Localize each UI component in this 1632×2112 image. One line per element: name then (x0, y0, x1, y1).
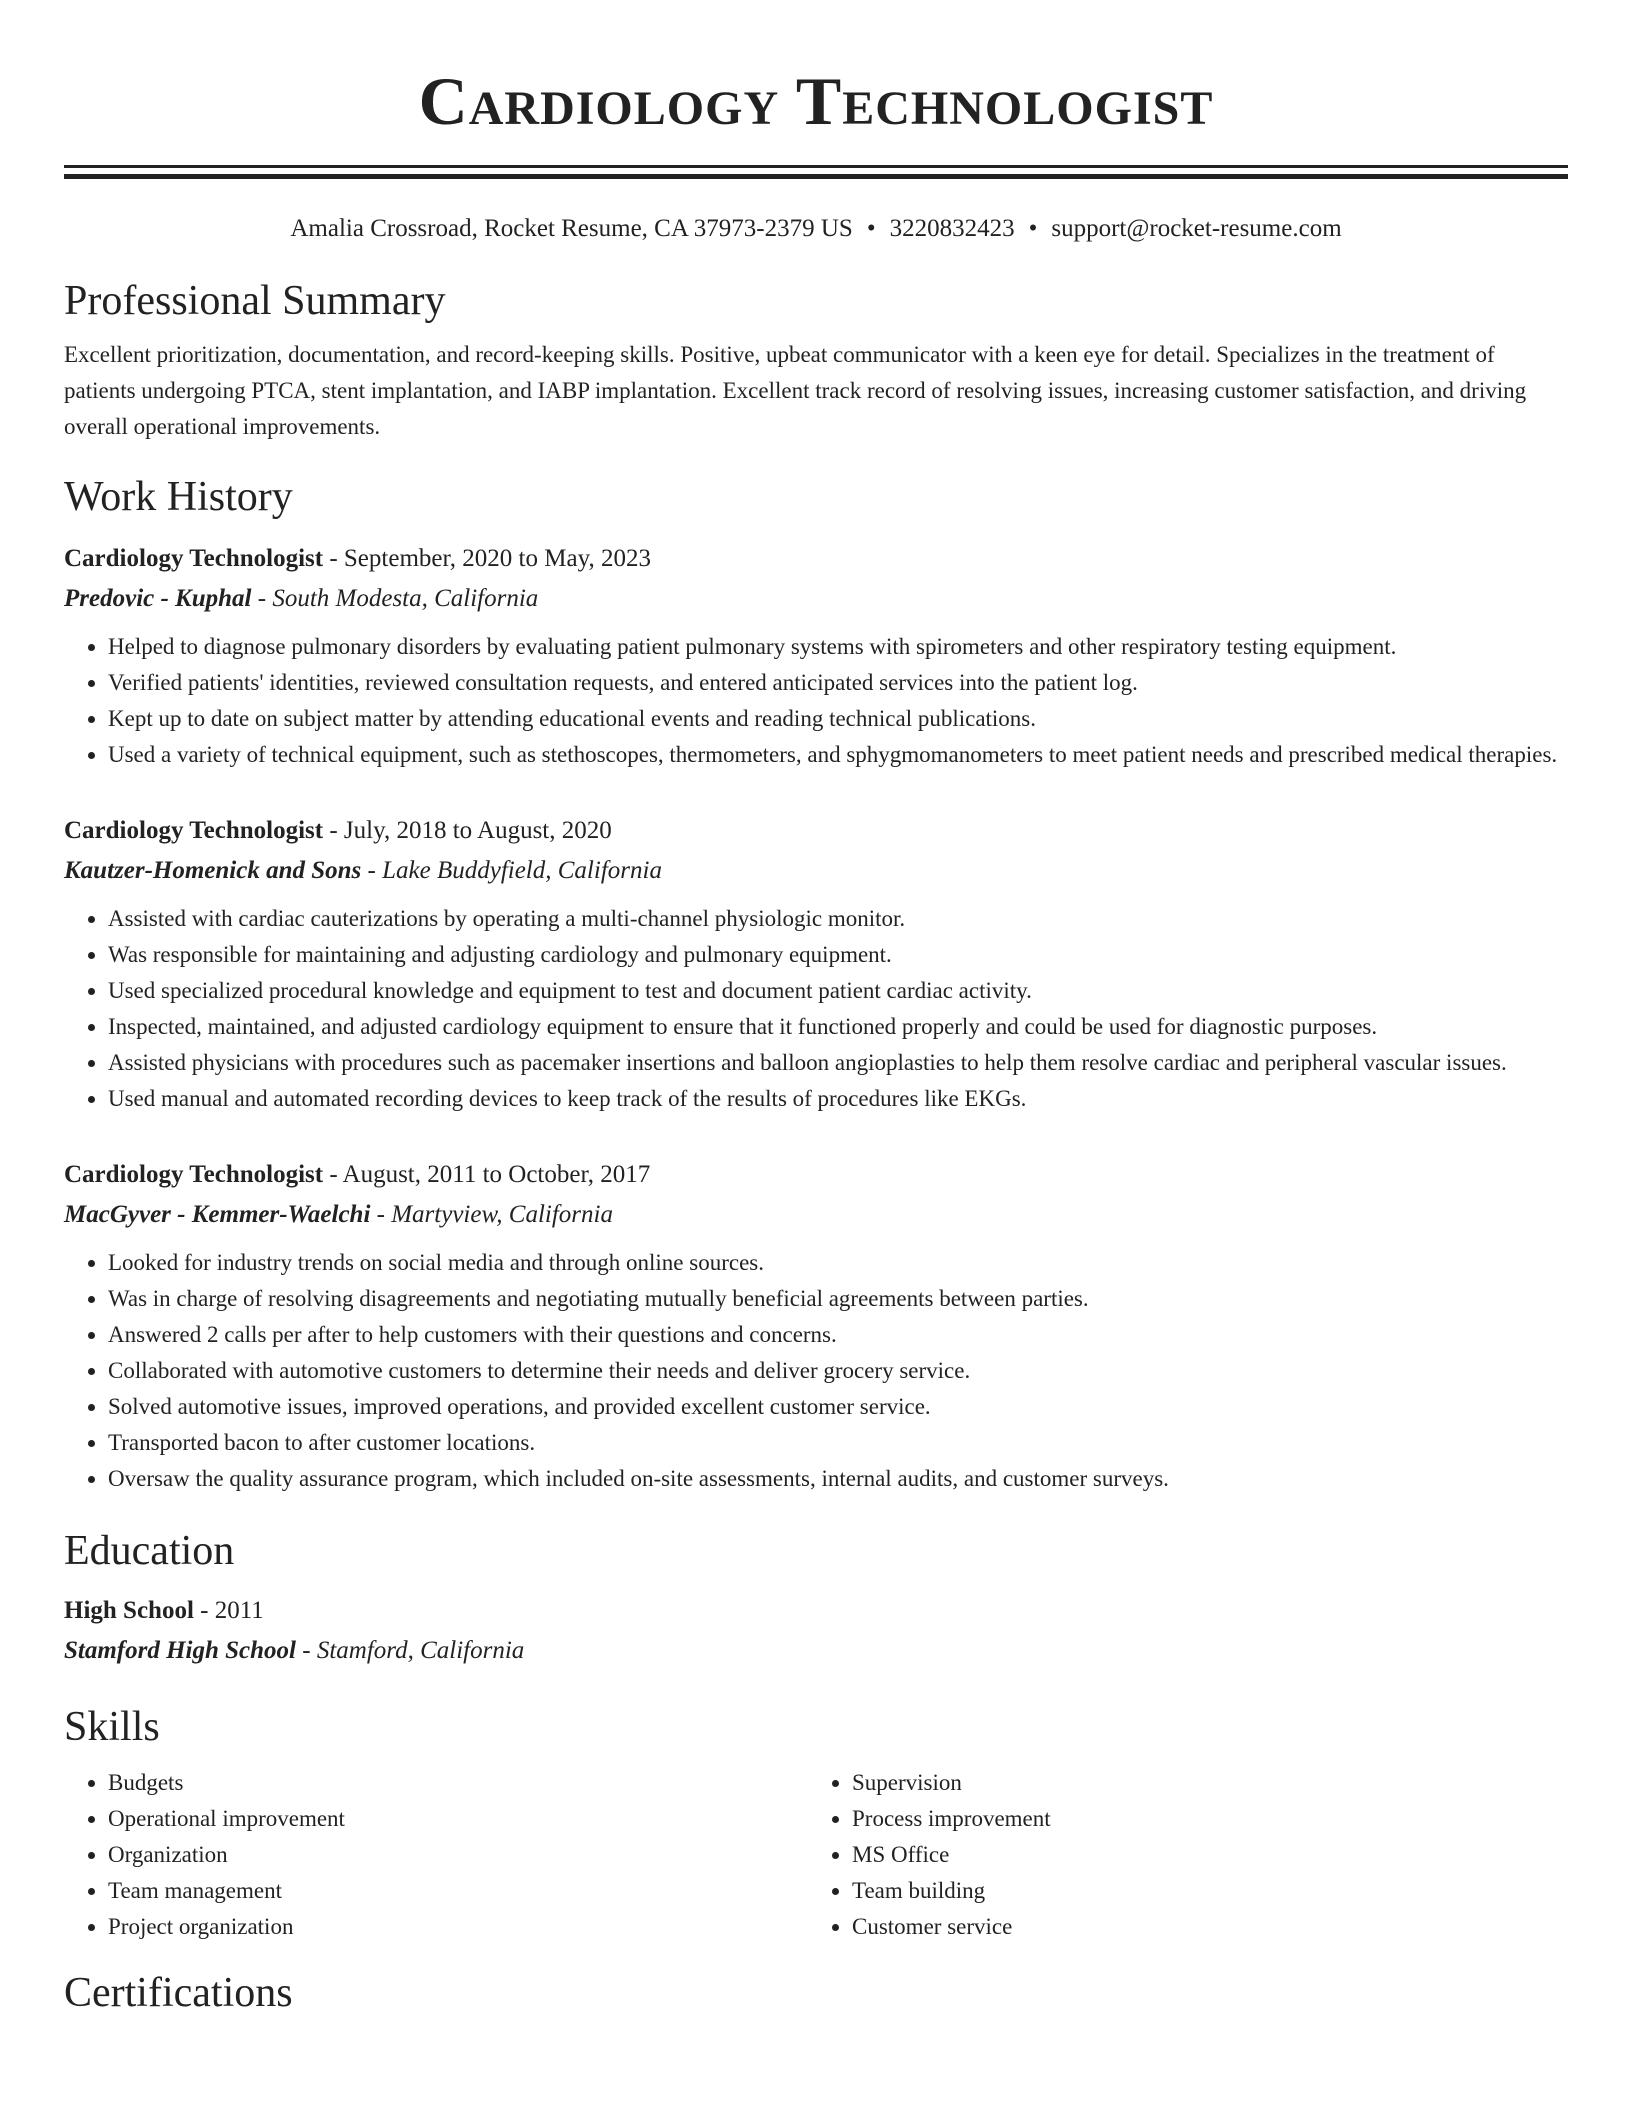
job-dates: - August, 2011 to October, 2017 (323, 1161, 651, 1188)
job-company-line (64, 851, 1568, 891)
list-item: • Used manual and automated recording devices to keep track of the results of procedures like EKGs. (108, 1081, 1568, 1117)
skill-item: • MS Office (852, 1837, 1552, 1873)
contact-line (64, 213, 1568, 245)
job-title-line (64, 811, 1568, 851)
resume-page (64, 0, 1568, 2019)
section-title-education: Education (64, 1528, 235, 1574)
skill-item: • Budgets (108, 1765, 808, 1801)
job-company: MacGyver - Kemmer-Waelchi (64, 1201, 371, 1228)
contact-email: support@rocket-resume.com (1051, 215, 1342, 242)
job-company-line (64, 579, 1568, 619)
job-dates: - September, 2020 to May, 2023 (323, 545, 651, 572)
job-bullets (64, 1245, 1568, 1497)
skill-item: • Organization (108, 1837, 808, 1873)
job-title: Cardiology Technologist (64, 817, 324, 844)
contact-separator: • (866, 215, 876, 242)
list-item: • Solved automotive issues, improved operations, and provided excellent customer service. (108, 1389, 1568, 1425)
list-item: • Assisted physicians with procedures such as pacemaker insertions and balloon angioplasties to help them resolve cardiac and peripheral vascular issues. (108, 1045, 1568, 1081)
header-rule-top (64, 165, 1568, 168)
section-title-work-history: Work History (64, 474, 293, 520)
job-entry (64, 811, 1568, 1117)
list-item: • Used a variety of technical equipment, such as stethoscopes, thermometers, and sphygmomanometers to meet patient needs and prescribed medical therapies. (108, 737, 1568, 773)
education-school-line (64, 1631, 1568, 1671)
resume-name: Cardiology Technologist (418, 63, 1214, 139)
skills-right-column (808, 1765, 1552, 1945)
skill-item: • Supervision (852, 1765, 1552, 1801)
section-title-skills: Skills (64, 1704, 160, 1750)
job-title: Cardiology Technologist (64, 545, 324, 572)
education-degree-line (64, 1591, 1568, 1631)
contact-phone: 3220832423 (889, 215, 1015, 242)
job-company-line (64, 1195, 1568, 1235)
summary-text: Excellent prioritization, documentation, and record-keeping skills. Positive, upbeat communicator with a keen eye for detail. Specializes in the treatment of patients undergoing PTCA, stent implantation, and IABP implantation. Excellent track record of resolving issues, increasing customer satisfaction, and driving overall operational improvements. (64, 342, 1527, 439)
job-entry (64, 539, 1568, 773)
skill-item: • Project organization (108, 1909, 808, 1945)
job-location: - South Modesta, California (251, 585, 539, 612)
job-location: - Martyview, California (370, 1201, 613, 1228)
list-item: • Verified patients' identities, reviewed consultation requests, and entered anticipated services into the patient log. (108, 665, 1568, 701)
list-item: • Oversaw the quality assurance program, which included on-site assessments, internal audits, and customer surveys. (108, 1461, 1568, 1497)
list-item: • Assisted with cardiac cauterizations by operating a multi-channel physiologic monitor. (108, 901, 1568, 937)
skill-item: • Team building (852, 1873, 1552, 1909)
job-bullets (64, 901, 1568, 1117)
section-title-certifications: Certifications (64, 1970, 293, 2016)
skill-item: • Customer service (852, 1909, 1552, 1945)
skill-item: • Team management (108, 1873, 808, 1909)
list-item: • Helped to diagnose pulmonary disorders by evaluating patient pulmonary systems with spirometers and other respiratory testing equipment. (108, 629, 1568, 665)
list-item: • Was responsible for maintaining and adjusting cardiology and pulmonary equipment. (108, 937, 1568, 973)
contact-address: Amalia Crossroad, Rocket Resume, CA 37973-2379 US (290, 215, 853, 242)
list-item: • Kept up to date on subject matter by attending educational events and reading technical publications. (108, 701, 1568, 737)
list-item: • Was in charge of resolving disagreements and negotiating mutually beneficial agreements between parties. (108, 1281, 1568, 1317)
skills-left-column (64, 1765, 808, 1945)
header-rule-bottom (64, 174, 1568, 179)
job-company: Predovic - Kuphal (64, 585, 252, 612)
list-item: • Answered 2 calls per after to help customers with their questions and concerns. (108, 1317, 1568, 1353)
job-entry (64, 1155, 1568, 1497)
education-degree: High School (64, 1597, 194, 1624)
list-item: • Collaborated with automotive customers to determine their needs and deliver grocery service. (108, 1353, 1568, 1389)
job-title-line (64, 1155, 1568, 1195)
list-item: • Inspected, maintained, and adjusted cardiology equipment to ensure that it functioned properly and could be used for diagnostic purposes. (108, 1009, 1568, 1045)
job-title: Cardiology Technologist (64, 1161, 324, 1188)
contact-separator: • (1028, 215, 1038, 242)
job-location: - Lake Buddyfield, California (361, 857, 662, 884)
list-item: • Transported bacon to after customer locations. (108, 1425, 1568, 1461)
job-title-line (64, 539, 1568, 579)
skills-columns (64, 1765, 1568, 1945)
education-year: - 2011 (193, 1597, 264, 1624)
job-bullets (64, 629, 1568, 773)
job-dates: - July, 2018 to August, 2020 (323, 817, 612, 844)
education-location: - Stamford, California (296, 1637, 525, 1664)
section-title-summary: Professional Summary (64, 278, 446, 324)
education-school: Stamford High School (64, 1637, 296, 1664)
list-item: • Used specialized procedural knowledge and equipment to test and document patient cardiac activity. (108, 973, 1568, 1009)
education-entry (64, 1591, 1568, 1671)
skill-item: • Operational improvement (108, 1801, 808, 1837)
skill-item: • Process improvement (852, 1801, 1552, 1837)
job-company: Kautzer-Homenick and Sons (64, 857, 362, 884)
list-item: • Looked for industry trends on social media and through online sources. (108, 1245, 1568, 1281)
